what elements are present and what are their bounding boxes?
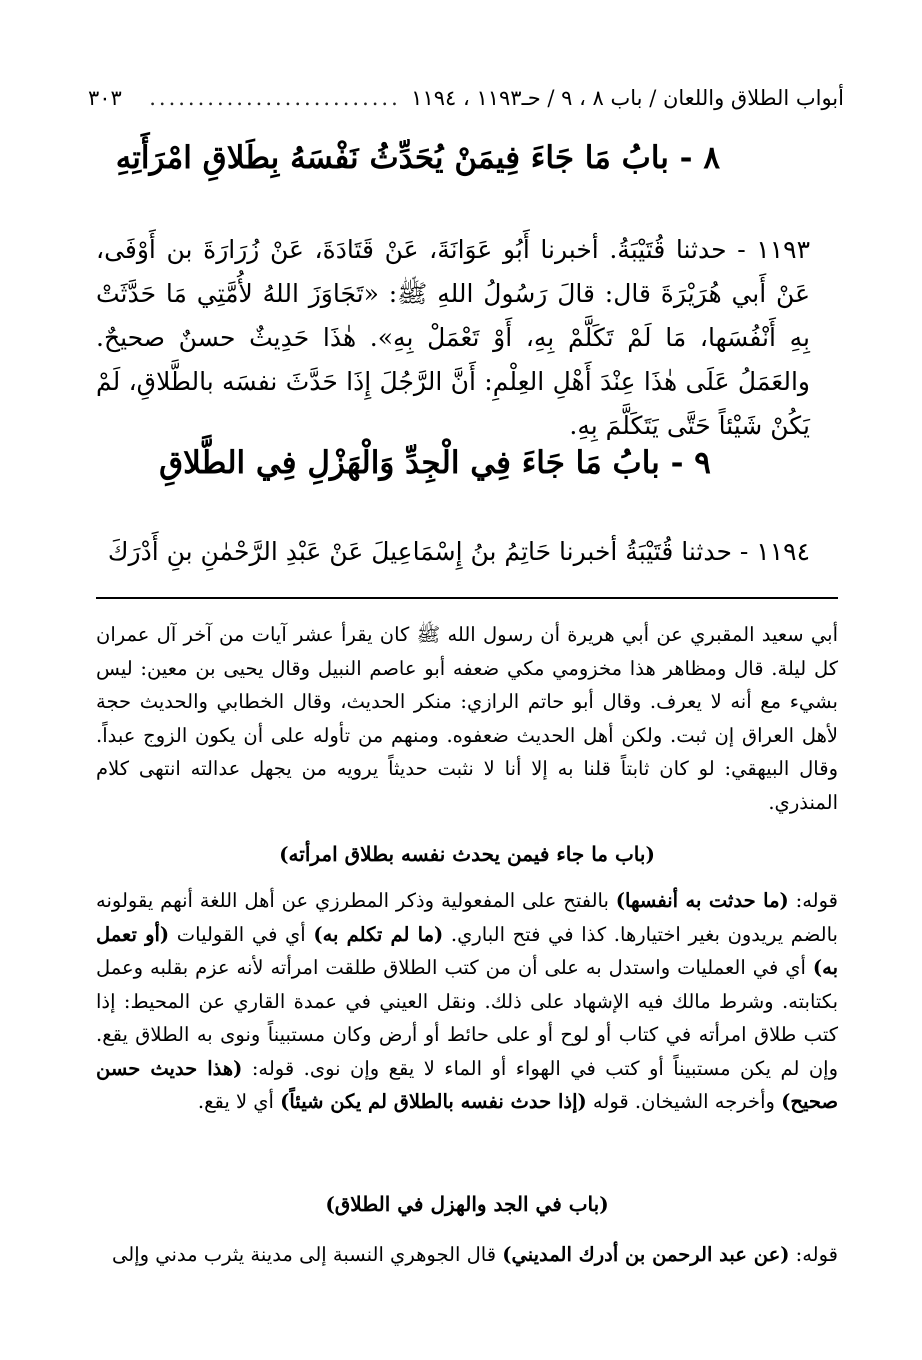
commentary-chapter-8: [96, 884, 838, 1119]
chapter-8-title: ٨ - بابُ مَا جَاءَ فِيمَنْ يُحَدِّثُ نَفْسَهُ بِطَلاقِ امْرَأَتِهِ: [115, 140, 720, 176]
hadith-1194-text: ١١٩٤ - حدثنا قُتَيْبَةُ أخبرنا حَاتِمُ بنُ إِسْمَاعِيلَ عَنْ عَبْدِ الرَّحْمٰنِ بنِ أَدْرَكَ: [107, 537, 810, 566]
commentary-text: وأخرجه الشيخان. قوله: [586, 1090, 782, 1113]
commentary-text: قال الجوهري النسبة إلى مدينة يثرب مدني وإلى: [112, 1243, 503, 1266]
page-number: ٣٠٣: [88, 86, 122, 110]
commentary-heading-chapter-8: (باب ما جاء فيمن يحدث نفسه بطلاق امرأته): [279, 842, 655, 866]
quoted-phrase: (إذا حدث نفسه بالطلاق لم يكن شيئاً): [280, 1090, 587, 1113]
quoted-phrase: (ما حدثت به أنفسها): [615, 889, 789, 912]
commentary-text: أي لا يقع.: [197, 1090, 281, 1113]
commentary-text: قوله:: [789, 1243, 838, 1266]
quoted-phrase: (ما لم تكلم به): [313, 922, 444, 946]
hadith-1193-text: ١١٩٣ - حدثنا قُتَيْبَةُ. أخبرنا أَبُو عَوَانَةَ، عَنْ قَتَادَةَ، عَنْ زُرَارَةَ بن أَوْفَى، عَنْ أَبي هُرَيْرَةَ قال: قالَ رَسُولُ اللهِ ﷺ: «تَجَاوَزَ اللهُ لأُمَّتِي مَا حَدَّثَتْ بِهِ أَنْفُسَها، مَا لَمْ تَكَلَّمْ بِهِ، أَوْ تَعْمَلْ بِهِ». هٰذَا حَدِيثٌ حسنٌ صحيحٌ. والعَمَلُ عَلَى هٰذَا عِنْدَ أَهْلِ العِلْمِ: أَنَّ الرَّجُلَ إِذَا حَدَّثَ نفسَه بالطَّلاقِ، لَمْ يَكُنْ شَيْئاً حَتَّى يَتَكَلَّمَ بِهِ.: [96, 235, 810, 440]
commentary-text: قوله:: [788, 889, 838, 912]
commentary-text: أي في العمليات واستدل به على أن من كتب الطلاق طلقت امرأته لأنه عزم بقلبه وعمل بكتابته. وشرط مالك فيه الإشهاد على ذلك. ونقل العيني في عمدة القاري عن المحيط: إذا كتب طلاق امرأته في كتاب أو لوح أو على حائط أو أرض وكان مستبيناً ونوى به الطلاق يقع. وإن لم يكن مستبيناً أو كتب في الهواء أو الماء لا يقع وإن نوى. قوله:: [96, 956, 838, 1080]
running-header: [88, 78, 844, 118]
commentary-chapter-9: [96, 1238, 838, 1272]
quoted-phrase: (أو تعمل به): [96, 922, 838, 979]
header-title: أبواب الطلاق واللعان / باب ٨ ، ٩ / حـ١١٩٣ ، ١١٩٤: [411, 86, 844, 110]
commentary-text: بالفتح على المفعولية وذكر المطرزي عن أهل اللغة أنهم يقولونه بالضم يريدون بغير اختيارها. كذا في فتح الباري.: [96, 889, 838, 946]
quoted-phrase: (عن عبد الرحمن بن أدرك المديني): [502, 1243, 790, 1266]
quoted-phrase: (هذا حديث حسن صحيح): [96, 1056, 838, 1113]
chapter-9-title: ٩ - بابُ مَا جَاءَ فِي الْجِدِّ وَالْهَزْلِ فِي الطَّلاقِ: [159, 445, 711, 481]
commentary-text: أي في القوليات: [169, 922, 314, 946]
footnote-divider: [96, 597, 838, 599]
header-dot-leader: ..........................: [149, 86, 401, 110]
footnote-continuation: أبي سعيد المقبري عن أبي هريرة أن رسول الله ﷺ كان يقرأ عشر آيات من آخر آل عمران كل ليلة. قال ومظاهر هذا مخزومي مكي ضعفه أبو عاصم النبيل وقال يحيى بن معين: ليس بشيء مع أنه لا يعرف. وقال أبو حاتم الرازي: منكر الحديث، وقال الخطابي والحديث حجة لأهل العراق إن ثبت. ولكن أهل الحديث ضعفوه. ومنهم من تأوله على أن يكون الزوج عبداً. وقال البيهقي: لو كان ثابتاً قلنا به إلا أنا لا نثبت حديثاً يرويه من يجهل عدالته انتهى كلام المنذري.: [96, 623, 838, 814]
commentary-heading-chapter-9: (باب في الجد والهزل في الطلاق): [325, 1192, 609, 1216]
